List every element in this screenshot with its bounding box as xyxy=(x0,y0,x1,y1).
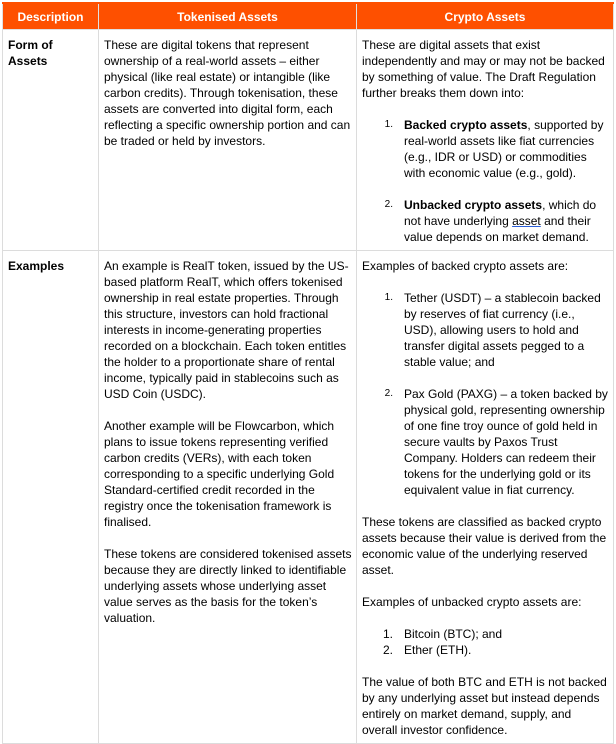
header-row xyxy=(3,3,614,30)
crypto-types-list xyxy=(362,117,609,245)
backed-examples-list xyxy=(362,290,609,498)
list-text: Pax Gold (PAXG) – a token backed by physical gold, representing ownership of one fine troy ounce of gold held in secure vaults by Paxos Trust Company. Holders can redeem their tokens for the underlying gold or its equivalent value in fiat currency. xyxy=(404,387,608,497)
list-number: 2. xyxy=(382,643,393,657)
list-item xyxy=(362,290,609,370)
term-backed: Backed crypto assets xyxy=(404,118,528,132)
table-row-form-of-assets xyxy=(3,30,614,251)
comparison-table xyxy=(2,2,614,744)
term-unbacked: Unbacked crypto assets xyxy=(404,198,543,212)
paragraph: These are digital assets that exist independently and may or may not be backed by something of value. The Draft Regulation further breaks them down into: xyxy=(362,38,605,100)
list-item xyxy=(362,626,609,642)
list-number: 2. xyxy=(384,199,393,210)
paragraph: Examples of backed crypto assets are: xyxy=(362,259,569,273)
tokenised-form-cell xyxy=(99,30,357,251)
paragraph: These tokens are classified as backed crypto assets because their value is derived from the economic value of the underlying reserved asset. xyxy=(362,515,607,577)
paragraph: Examples of unbacked crypto assets are: xyxy=(362,595,582,609)
header-description: Description xyxy=(3,3,99,30)
list-item xyxy=(362,642,609,658)
paragraph: An example is RealT token, issued by the US-based platform RealT, which offers tokenised ownership in real estate properties. Through this structure, investors can hold fractional interests in income-generating properties recorded on a blockchain. Each token entitles the holder to a proportionate share of rental income, typically paid in stablecoins such as USD Coin (USDC). xyxy=(104,259,349,401)
paragraph: The value of both BTC and ETH is not backed by any underlying asset but instead depends entirely on market demand, supply, and overall investor confidence. xyxy=(362,675,607,737)
list-text: Tether (USDT) – a stablecoin backed by reserves of fiat currency (i.e., USD), allowing users to hold and transfer digital assets pegged to a stable value; and xyxy=(404,291,601,369)
header-tokenised-assets: Tokenised Assets xyxy=(99,3,357,30)
crypto-form-cell xyxy=(357,30,614,251)
table-row-examples xyxy=(3,251,614,744)
list-text: Backed crypto assets, supported by real-world assets like fiat currencies (e.g., IDR or USD) or commodities with economic value (e.g., gold). xyxy=(404,118,604,180)
header-crypto-assets: Crypto Assets xyxy=(357,3,614,30)
unbacked-examples-list xyxy=(362,626,609,658)
list-item xyxy=(362,117,609,181)
paragraph: Another example will be Flowcarbon, which plans to issue tokens representing verified carbon credits (VERs), with each token corresponding to a specific underlying Gold Standard-certified credit recorded in the registry once the tokenisation framework is finalised. xyxy=(104,419,335,529)
tokenised-examples-cell xyxy=(99,251,357,744)
list-number: 1. xyxy=(384,119,393,130)
paragraph: These tokens are considered tokenised assets because they are directly linked to identifiable underlying assets whose underlying asset value serves as the basis for the token’s valuation. xyxy=(104,547,352,625)
row-label: Form of Assets xyxy=(3,30,99,251)
list-number: 2. xyxy=(384,388,393,399)
list-text: Ether (ETH). xyxy=(404,643,472,657)
paragraph: These are digital tokens that represent ownership of a real-world assets – either physical (like real estate) or intangible (like carbon credits). Through tokenisation, these assets are converted into digital form, each reflecting a specific ownership portion and can be traded or held by investors. xyxy=(104,38,351,148)
spellcheck-underlined-word: asset xyxy=(512,214,541,228)
list-text: Bitcoin (BTC); and xyxy=(404,627,503,641)
crypto-examples-cell xyxy=(357,251,614,744)
list-text: Unbacked crypto assets, which do not have underlying asset and their value depends on market demand. xyxy=(404,198,597,244)
list-item xyxy=(362,197,609,245)
list-item xyxy=(362,386,609,498)
list-number: 1. xyxy=(384,292,393,303)
list-number: 1. xyxy=(382,627,393,641)
row-label: Examples xyxy=(3,251,99,744)
